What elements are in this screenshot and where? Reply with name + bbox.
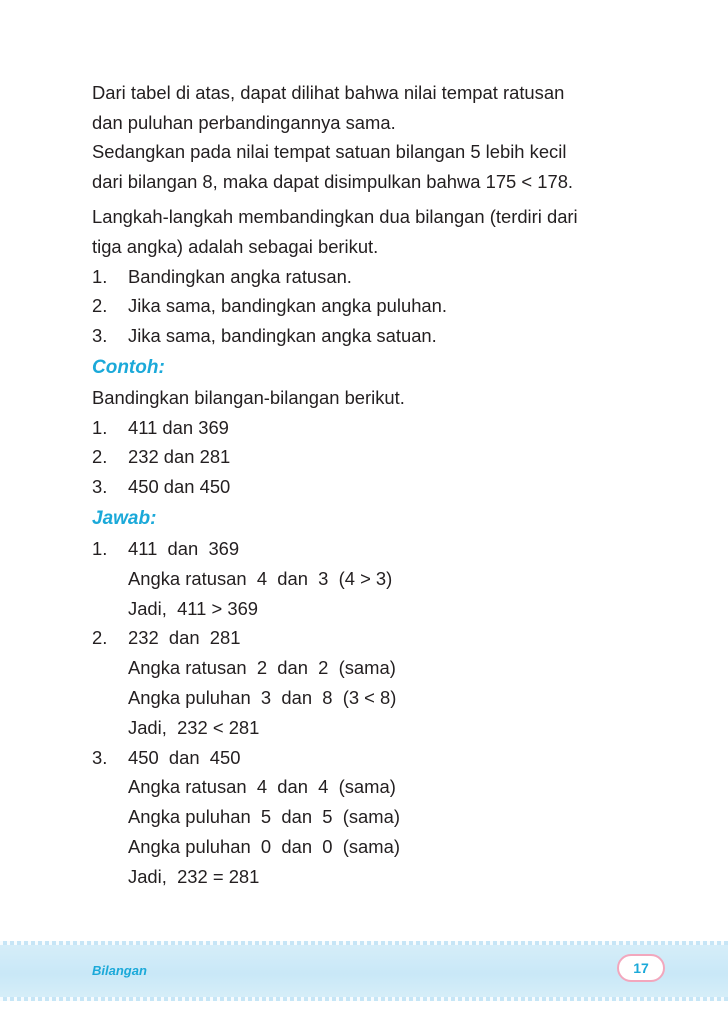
list-text: 232 dan 281: [128, 446, 231, 468]
list-text: 450 dan 450: [128, 476, 231, 498]
answer-line: Angka puluhan 0 dan 0 (sama): [128, 835, 400, 857]
list-text: 411 dan 369: [128, 537, 240, 559]
list-item: [92, 321, 662, 351]
list-text: 450 dan 450: [128, 746, 241, 768]
answer-block: [92, 534, 662, 623]
steps-intro-line: tiga angka) adalah sebagai berikut.: [92, 235, 379, 257]
list-number: 2.: [92, 446, 108, 468]
answer-line: Jadi, 232 < 281: [128, 716, 260, 738]
answer-line: Angka puluhan 3 dan 8 (3 < 8): [128, 686, 397, 708]
list-number: 1.: [92, 265, 108, 287]
answer-line: Angka ratusan 4 dan 4 (sama): [128, 776, 396, 798]
list-item: [92, 623, 662, 653]
steps-intro-line: Langkah-langkah membandingkan dua bilangan (terdiri dari: [92, 206, 578, 228]
contoh-heading: Contoh:: [92, 356, 165, 378]
list-item: [92, 472, 662, 502]
list-text: Bandingkan angka ratusan.: [128, 265, 352, 287]
intro-line: dari bilangan 8, maka dapat disimpulkan bahwa 175 < 178.: [92, 170, 574, 192]
list-number: 2.: [92, 295, 108, 317]
intro-line: Sedangkan pada nilai tempat satuan bilangan 5 lebih kecil: [92, 141, 567, 163]
answer-block: [92, 743, 662, 892]
contoh-instruction: Bandingkan bilangan-bilangan berikut.: [92, 386, 405, 408]
list-number: 2.: [92, 627, 108, 649]
answer-block: [92, 623, 662, 742]
jawab-list: [92, 534, 662, 892]
list-number: 1.: [92, 537, 108, 559]
answer-line: Jadi, 411 > 369: [128, 597, 259, 619]
list-text: Jika sama, bandingkan angka satuan.: [128, 325, 437, 347]
answer-line: Angka puluhan 5 dan 5 (sama): [128, 806, 400, 828]
intro-paragraph: [92, 78, 662, 196]
list-item: [92, 413, 662, 443]
list-item: [92, 743, 662, 773]
page-number: 17: [617, 954, 665, 982]
page-footer: [0, 941, 728, 1001]
jawab-heading: Jawab:: [92, 507, 157, 529]
chapter-label: Bilangan: [92, 963, 147, 978]
list-item: [92, 262, 662, 292]
intro-line: Dari tabel di atas, dapat dilihat bahwa nilai tempat ratusan: [92, 82, 565, 103]
list-number: 3.: [92, 476, 108, 498]
list-item: [92, 534, 662, 564]
list-text: 411 dan 369: [128, 416, 229, 438]
steps-list: [92, 262, 662, 351]
intro-line: dan puluhan perbandingannya sama.: [92, 111, 396, 133]
list-number: 3.: [92, 746, 108, 768]
answer-line: Jadi, 232 = 281: [128, 865, 260, 887]
answer-line: Angka ratusan 4 dan 3 (4 > 3): [128, 567, 393, 589]
list-item: [92, 442, 662, 472]
list-text: Jika sama, bandingkan angka puluhan.: [128, 295, 447, 317]
list-item: [92, 291, 662, 321]
list-number: 3.: [92, 325, 108, 347]
page-content: [92, 78, 662, 892]
list-number: 1.: [92, 416, 108, 438]
list-text: 232 dan 281: [128, 627, 241, 649]
contoh-list: [92, 413, 662, 502]
answer-line: Angka ratusan 2 dan 2 (sama): [128, 657, 396, 679]
steps-intro-paragraph: [92, 202, 662, 261]
